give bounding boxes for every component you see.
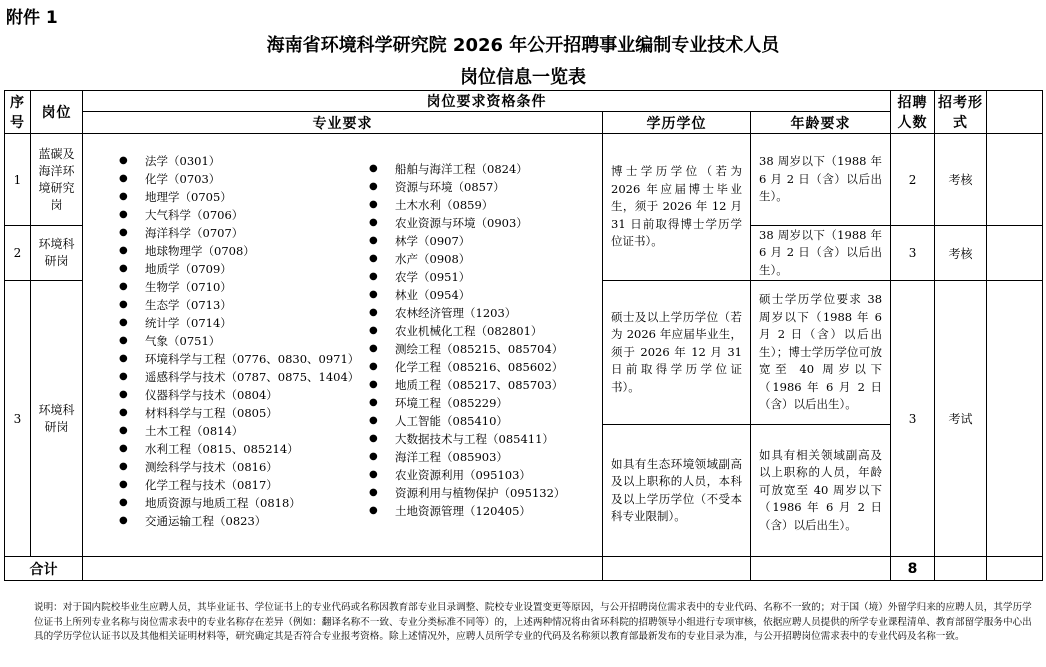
- major-item: ● 环境科学与工程（0776、0830、0971）: [119, 350, 369, 368]
- major-item: ● 农业机械化工程（082801）: [369, 322, 565, 340]
- major-item: ● 生态学（0713）: [119, 296, 369, 314]
- major-item: ● 法学（0301）: [119, 152, 369, 170]
- majors-list-1: [119, 152, 369, 530]
- header-count: 招聘人数: [891, 91, 935, 134]
- major-item: ● 统计学（0714）: [119, 314, 369, 332]
- header-seq: 序号: [5, 91, 31, 134]
- total-row: [5, 557, 1043, 581]
- major-item: ● 水产（0908）: [369, 250, 565, 268]
- header-major: 专业要求: [83, 112, 603, 134]
- row-seq: 3: [5, 281, 31, 557]
- row-exam: 考核: [935, 226, 987, 281]
- major-requirements: [83, 134, 603, 557]
- major-item: ● 海洋工程（085903）: [369, 448, 565, 466]
- major-item: ● 地理学（0705）: [119, 188, 369, 206]
- major-item: ● 地质工程（085217、085703）: [369, 376, 565, 394]
- major-item: ● 生物学（0710）: [119, 278, 369, 296]
- explanatory-note: 说明：对于国内院校毕业生应聘人员，其毕业证书、学位证书上的专业代码或名称因教育部专业目录调整、院校专业设置变更等原因，与公开招聘岗位需求表中的专业代码、名称不一致的；对于国（境）外留学归来的应聘人员，其学历学位证书上所列专业名称与岗位需求表中的专业名称存在差异（例如：翻译名称不一致、专业分类标准不同等）的，上述两种情况将由省环科院的招聘领导小组进行专项审核，依据应聘人员提供的所学专业课程清单、教育部留学服务中心出具的学历学位认证书以及其他相关证明材料等，研究确定其是否符合专业报考资格。除上述情况外，应聘人员所学专业的代码及名称须以教育部最新发布的专业目录为准，与公开招聘岗位需求表中的专业代码及名称一致。: [34, 602, 1032, 642]
- major-item: ● 测绘科学与技术（0816）: [119, 458, 369, 476]
- blank-cell: [83, 557, 603, 581]
- document-title: 海南省环境科学研究院 2026 年公开招聘事业编制专业技术人员: [266, 35, 780, 56]
- major-item: ● 土地资源管理（120405）: [369, 502, 565, 520]
- major-item: ● 遥感科学与技术（0787、0875、1404）: [119, 368, 369, 386]
- major-item: ● 化学（0703）: [119, 170, 369, 188]
- major-item: ● 材料科学与工程（0805）: [119, 404, 369, 422]
- attachment-label: 附件 1: [6, 8, 58, 28]
- major-item: ● 海洋科学（0707）: [119, 224, 369, 242]
- positions-table: [4, 90, 1043, 581]
- header-exam: 招考形式: [935, 91, 987, 134]
- major-item: ● 地球物理学（0708）: [119, 242, 369, 260]
- major-item: ● 农学（0951）: [369, 268, 565, 286]
- row-education: 博士学历学位（若为 2026 年应届博士毕业生，须于 2026 年 12 月 31 日前取得博士学历学位证书）。: [603, 134, 751, 281]
- major-item: ● 交通运输工程（0823）: [119, 512, 369, 530]
- blank-cell: [603, 557, 751, 581]
- blank-cell: [751, 557, 891, 581]
- header-age: 年龄要求: [751, 112, 891, 134]
- major-item: ● 大数据技术与工程（085411）: [369, 430, 565, 448]
- major-item: ● 农业资源利用（095103）: [369, 466, 565, 484]
- row-count: 3: [891, 281, 935, 557]
- row-education-senior: 如具有生态环境领域副高及以上职称的人员，本科及以上学历学位（不受本科专业限制）。: [603, 425, 751, 557]
- row-post: 环境科研岗: [31, 226, 83, 281]
- major-item: ● 化学工程（085216、085602）: [369, 358, 565, 376]
- row-post: 蓝碳及海洋环境研究岗: [31, 134, 83, 226]
- row-exam: 考试: [935, 281, 987, 557]
- major-item: ● 土木水利（0859）: [369, 196, 565, 214]
- row-count: 3: [891, 226, 935, 281]
- row-seq: 1: [5, 134, 31, 226]
- header-post: 岗位: [31, 91, 83, 134]
- major-item: ● 气象（0751）: [119, 332, 369, 350]
- major-item: ● 地质资源与地质工程（0818）: [119, 494, 369, 512]
- total-count: 8: [891, 557, 935, 581]
- major-item: ● 测绘工程（085215、085704）: [369, 340, 565, 358]
- table-row: [5, 134, 1043, 226]
- row-age-master: 硕士学历学位要求 38 周岁以下（1988 年 6 月 2 日（含）以后出生）；博士学历学位可放宽至 40 周岁以下（1986 年 6 月 2 日（含）以后出生）。: [751, 281, 891, 425]
- major-item: ● 仪器科学与技术（0804）: [119, 386, 369, 404]
- blank-cell: [987, 281, 1043, 557]
- row-age: 38 周岁以下（1988 年 6 月 2 日（含）以后出生）。: [751, 134, 891, 226]
- blank-cell: [987, 134, 1043, 226]
- major-item: ● 大气科学（0706）: [119, 206, 369, 224]
- blank-header-cell: [987, 91, 1043, 134]
- major-item: ● 农林经济管理（1203）: [369, 304, 565, 322]
- blank-cell: [987, 557, 1043, 581]
- blank-cell: [987, 226, 1043, 281]
- row-post: 环境科研岗: [31, 281, 83, 557]
- major-item: ● 人工智能（085410）: [369, 412, 565, 430]
- header-education: 学历学位: [603, 112, 751, 134]
- document-subtitle: 岗位信息一览表: [460, 67, 586, 88]
- major-item: ● 化学工程与技术（0817）: [119, 476, 369, 494]
- row-count: 2: [891, 134, 935, 226]
- row-seq: 2: [5, 226, 31, 281]
- row-age: 38 周岁以下（1988 年 6 月 2 日（含）以后出生）。: [751, 226, 891, 281]
- row-age-senior: 如具有相关领域副高及以上职称的人员，年龄可放宽至 40 周岁以下（1986 年 6 月 2 日（含）以后出生）。: [751, 425, 891, 557]
- major-item: ● 船舶与海洋工程（0824）: [369, 160, 565, 178]
- major-item: ● 资源与环境（0857）: [369, 178, 565, 196]
- majors-list-2: [369, 160, 565, 530]
- major-item: ● 林学（0907）: [369, 232, 565, 250]
- header-requirements: 岗位要求资格条件: [83, 91, 891, 112]
- major-item: ● 环境工程（085229）: [369, 394, 565, 412]
- major-item: ● 水利工程（0815、085214）: [119, 440, 369, 458]
- blank-cell: [935, 557, 987, 581]
- major-item: ● 林业（0954）: [369, 286, 565, 304]
- major-item: ● 资源利用与植物保护（095132）: [369, 484, 565, 502]
- total-label: 合计: [5, 557, 83, 581]
- row-exam: 考核: [935, 134, 987, 226]
- major-item: ● 土木工程（0814）: [119, 422, 369, 440]
- major-item: ● 农业资源与环境（0903）: [369, 214, 565, 232]
- row-education-master: 硕士及以上学历学位（若为 2026 年应届毕业生，须于 2026 年 12 月 31 日前取得学历学位证书）。: [603, 281, 751, 425]
- major-item: ● 地质学（0709）: [119, 260, 369, 278]
